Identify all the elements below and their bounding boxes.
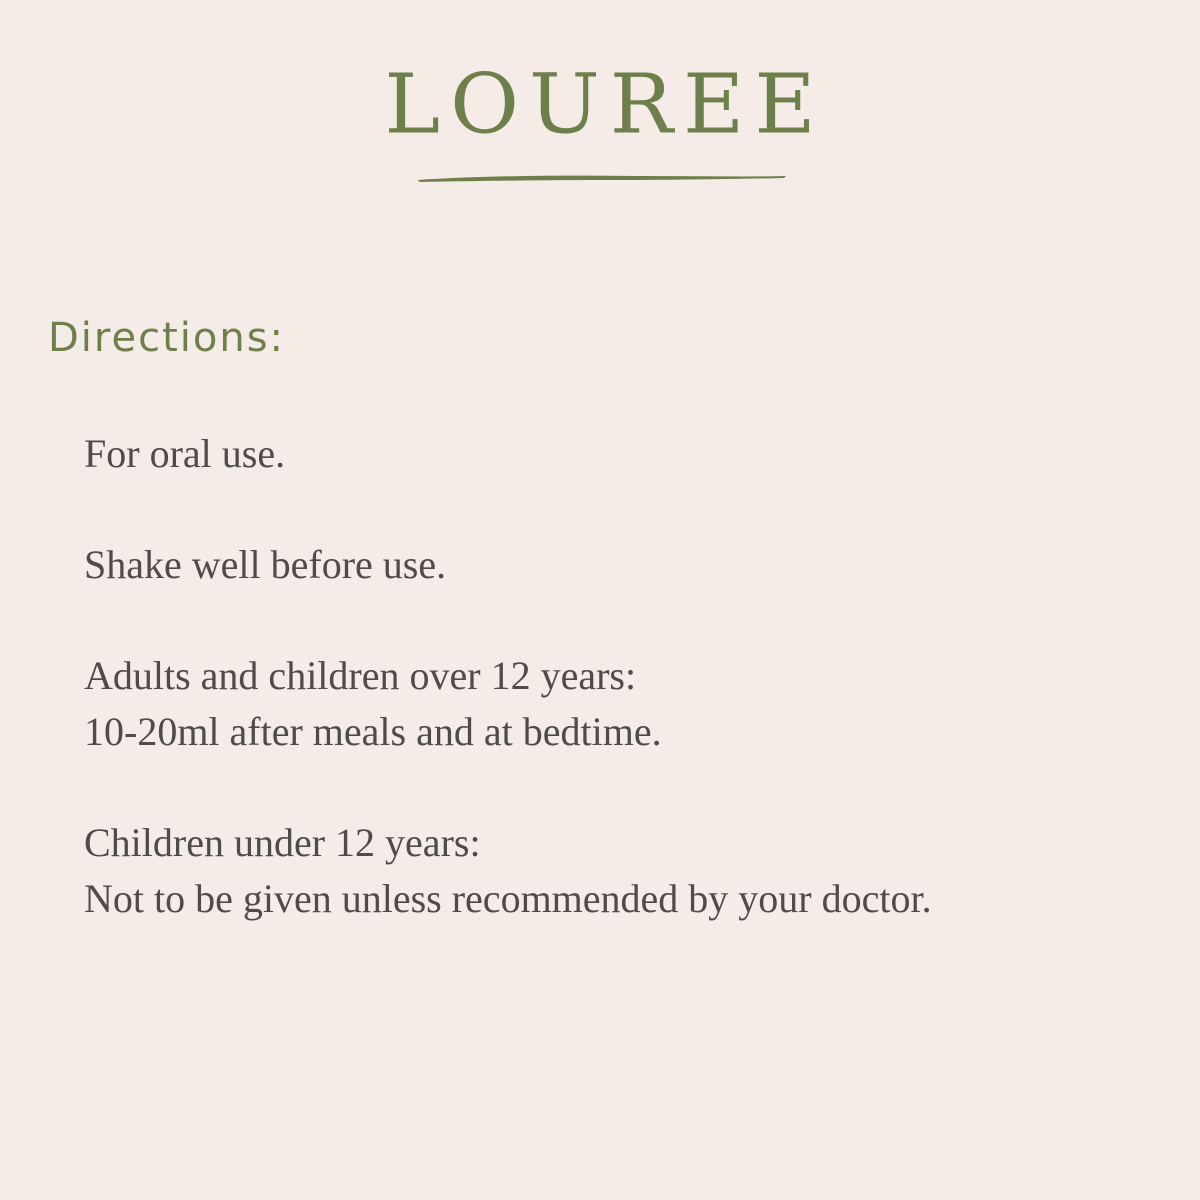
direction-line: Not to be given unless recommended by your doctor.: [84, 876, 932, 921]
direction-item: [84, 815, 1164, 927]
brand-header: [0, 55, 1200, 153]
direction-line: Shake well before use.: [84, 542, 447, 587]
direction-line: Children under 12 years:: [84, 820, 481, 865]
directions-list: [84, 426, 1164, 982]
direction-line: For oral use.: [84, 431, 286, 476]
brand-logo: LOUREE: [384, 55, 826, 153]
direction-line: Adults and children over 12 years:: [84, 653, 637, 698]
direction-item: [84, 648, 1164, 760]
brand-underline: [416, 172, 788, 186]
direction-item: [84, 537, 1164, 593]
direction-line: 10-20ml after meals and at bedtime.: [84, 709, 662, 754]
direction-item: [84, 426, 1164, 482]
section-heading: Directions:: [48, 315, 286, 361]
